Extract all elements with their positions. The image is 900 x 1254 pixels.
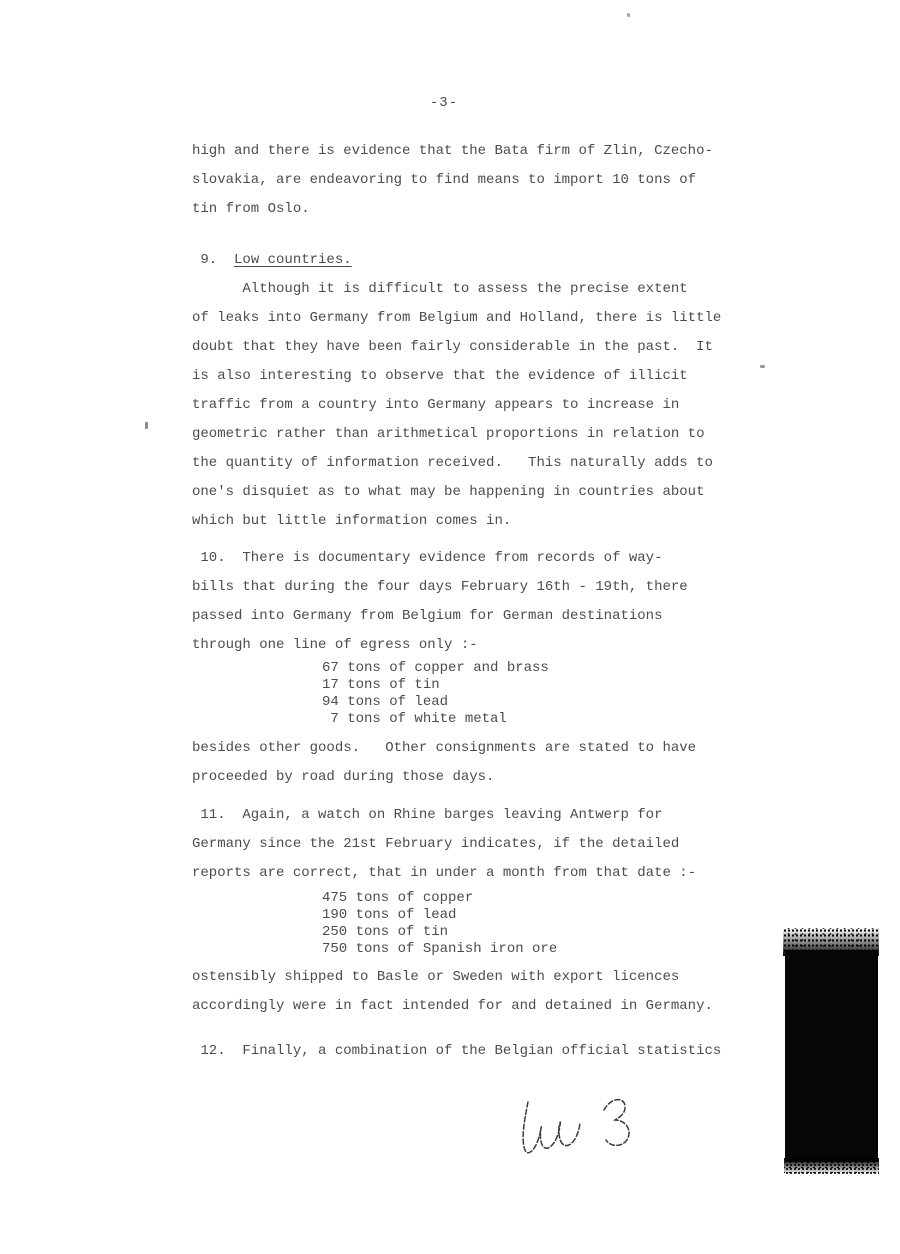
text-line: Germany since the 21st February indicates, if the detailed xyxy=(192,836,680,852)
text-line: 17 tons of tin xyxy=(322,677,440,693)
section-number: 9. xyxy=(192,252,235,268)
text-line: 11. Again, a watch on Rhine barges leaving Antwerp for xyxy=(192,807,663,823)
text-line: accordingly were in fact intended for and detained in Germany. xyxy=(192,998,713,1014)
para-10 xyxy=(192,544,732,660)
text-line: 475 tons of copper xyxy=(322,890,474,906)
para-11-continuation xyxy=(192,963,732,1021)
para-11 xyxy=(192,801,732,888)
text-line: doubt that they have been fairly considerable in the past. It xyxy=(192,339,713,355)
text-line: besides other goods. Other consignments are stated to have xyxy=(192,740,697,756)
para-8-continuation xyxy=(192,137,732,224)
text-line: passed into Germany from Belgium for German destinations xyxy=(192,608,663,624)
text-line: 190 tons of lead xyxy=(322,907,457,923)
text-line: 250 tons of tin xyxy=(322,924,449,940)
text-line: 10. There is documentary evidence from records of way- xyxy=(192,550,663,566)
para-12 xyxy=(192,1037,732,1066)
text-line: reports are correct, that in under a month from that date :- xyxy=(192,865,697,881)
redaction-block xyxy=(785,950,878,1162)
text-line: tin from Oslo. xyxy=(192,201,310,217)
text-line: the quantity of information received. This naturally adds to xyxy=(192,455,713,471)
text-line: one's disquiet as to what may be happening in countries about xyxy=(192,484,705,500)
tonnage-list-belgium xyxy=(192,660,732,728)
text-line: 750 tons of Spanish iron ore xyxy=(322,941,558,957)
text-line: is also interesting to observe that the evidence of illicit xyxy=(192,368,688,384)
text-line: bills that during the four days February 16th - 19th, there xyxy=(192,579,688,595)
text-line: geometric rather than arithmetical proportions in relation to xyxy=(192,426,705,442)
text-line: slovakia, are endeavoring to find means to import 10 tons of xyxy=(192,172,697,188)
text-line: through one line of egress only :- xyxy=(192,637,478,653)
text-line: ostensibly shipped to Basle or Sweden with export licences xyxy=(192,969,680,985)
text-line: 94 tons of lead xyxy=(322,694,449,710)
text-column xyxy=(192,137,732,1066)
text-line: which but little information comes in. xyxy=(192,513,512,529)
scan-speck xyxy=(760,365,765,368)
scan-speck xyxy=(145,422,148,429)
text-line: 67 tons of copper and brass xyxy=(322,660,549,676)
text-line: Although it is difficult to assess the precise extent xyxy=(192,281,688,297)
text-line: proceeded by road during those days. xyxy=(192,769,495,785)
scan-speck xyxy=(627,13,630,17)
text-line: of leaks into Germany from Belgium and Holland, there is little xyxy=(192,310,722,326)
para-10-continuation xyxy=(192,734,732,792)
text-line: high and there is evidence that the Bata firm of Zlin, Czecho- xyxy=(192,143,713,159)
redaction-block-bottom-speckle xyxy=(784,1158,879,1174)
section-9-heading xyxy=(192,246,732,275)
handwritten-mark-w63 xyxy=(512,1080,662,1178)
tonnage-list-rhine-barges xyxy=(192,890,732,958)
section-title: Low countries. xyxy=(234,252,352,268)
text-line: 12. Finally, a combination of the Belgian official statistics xyxy=(192,1043,722,1059)
text-line: traffic from a country into Germany appears to increase in xyxy=(192,397,680,413)
page-number: -3- xyxy=(429,95,459,111)
heading-line xyxy=(192,246,732,275)
para-9-body xyxy=(192,275,732,536)
text-line: 7 tons of white metal xyxy=(322,711,507,727)
